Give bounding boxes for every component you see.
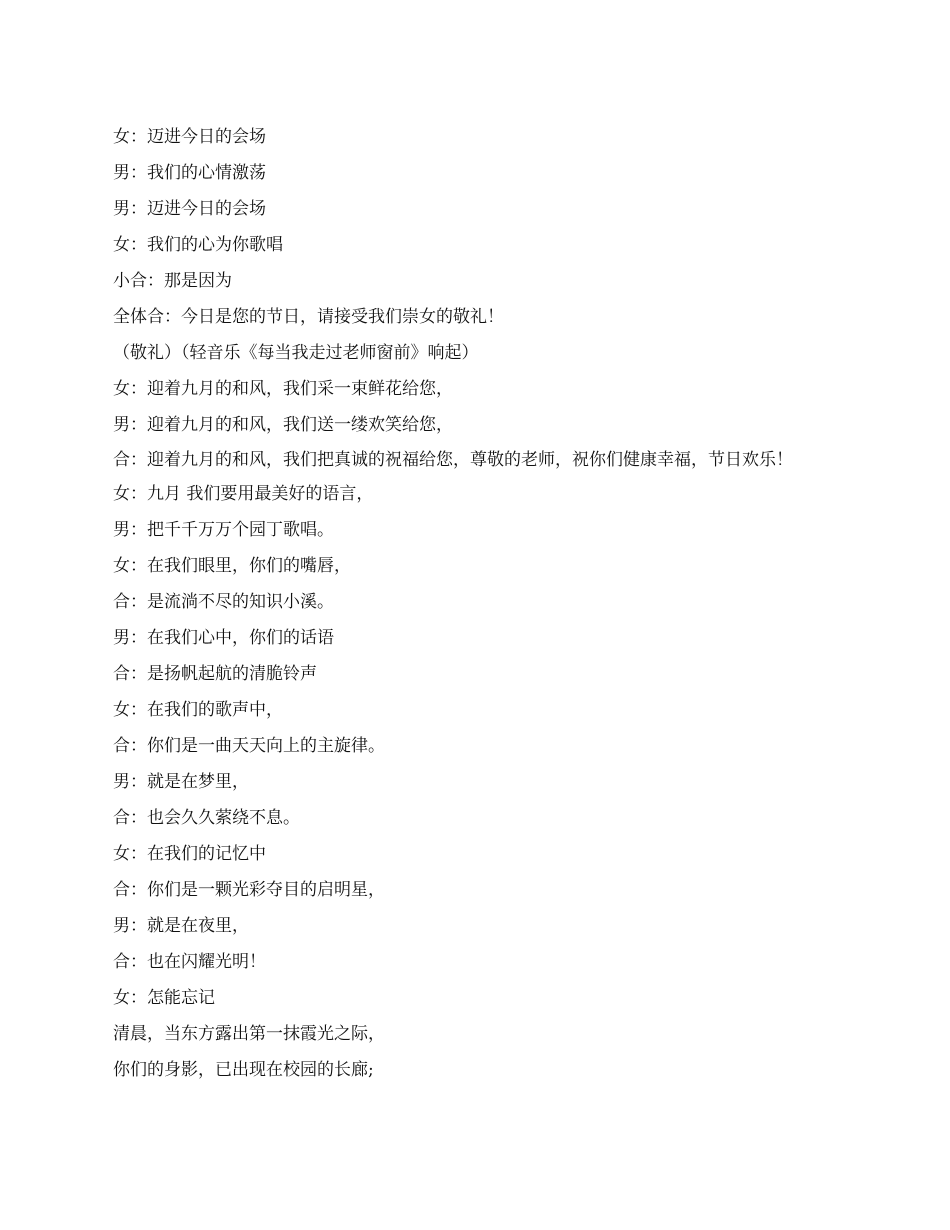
text-line: 合：是流淌不尽的知识小溪。 — [113, 592, 334, 612]
text-line: 合：你们是一颗光彩夺目的启明星， — [113, 880, 385, 900]
document-body — [113, 126, 828, 1095]
text-line: 女：在我们眼里，你们的嘴唇， — [113, 556, 351, 576]
text-line: 合：你们是一曲天天向上的主旋律。 — [113, 736, 385, 756]
text-line: 女：在我们的记忆中 — [113, 844, 266, 864]
text-line: 女：迈进今日的会场 — [113, 127, 266, 147]
text-line: 男：就是在梦里， — [113, 772, 249, 792]
text-line: 小合：那是因为 — [113, 271, 232, 291]
text-line: 男：迈进今日的会场 — [113, 199, 266, 219]
text-line: 你们的身影，已出现在校园的长廊; — [113, 1060, 374, 1080]
text-line: 清晨，当东方露出第一抹霞光之际， — [113, 1024, 385, 1044]
text-line: 女：怎能忘记 — [113, 988, 215, 1008]
text-line: 女：迎着九月的和风，我们采一束鲜花给您， — [113, 379, 453, 399]
text-line: 合：是扬帆起航的清脆铃声 — [113, 664, 317, 684]
text-line: 合：也在闪耀光明！ — [113, 952, 266, 972]
text-line: 全体合：今日是您的节日，请接受我们崇女的敬礼！ — [113, 307, 504, 327]
text-line: 男：把千千万万个园丁歌唱。 — [113, 520, 334, 540]
text-line: 合：迎着九月的和风，我们把真诚的祝福给您，尊敬的老师，祝你们健康幸福，节日欢乐！ — [113, 450, 793, 470]
text-line: 女：九月 我们要用最美好的语言， — [113, 484, 374, 504]
text-line: 男：在我们心中，你们的话语 — [113, 628, 334, 648]
text-line: 男：就是在夜里， — [113, 916, 249, 936]
text-line: 女：我们的心为你歌唱 — [113, 235, 283, 255]
text-line: 男：我们的心情激荡 — [113, 163, 266, 183]
text-line: 女：在我们的歌声中， — [113, 700, 283, 720]
text-line: （敬礼）（轻音乐《每当我走过老师窗前》响起） — [113, 343, 479, 363]
text-line: 合：也会久久萦绕不息。 — [113, 808, 300, 828]
text-line: 男：迎着九月的和风，我们送一缕欢笑给您， — [113, 415, 453, 435]
